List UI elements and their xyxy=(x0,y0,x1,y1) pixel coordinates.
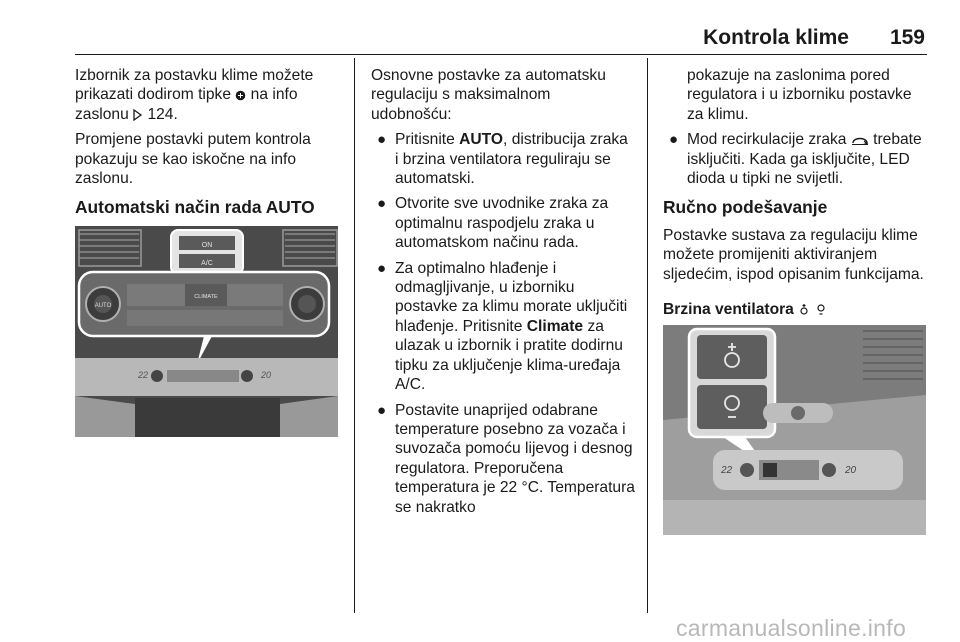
paragraph: Izbornik za postavku klime možete prikazati dodirom tipke na info zaslonu 124. xyxy=(75,67,314,123)
list-item: ● Otvorite sve uvodnike zraka za optimalnu raspodjelu zraka u automatskom načinu rada. xyxy=(377,195,609,252)
paragraph: Postavke sustava za regulaciju klime možete promijeniti aktiviranjem sljedećim, ispod opisanim funkcijama. xyxy=(663,226,924,283)
page-reference-icon xyxy=(133,109,143,121)
paragraph: Promjene postavki putem kontrola pokazuju se kao iskočne na info zaslonu. xyxy=(75,131,311,188)
auto-knob-label: AUTO xyxy=(94,302,112,309)
air-recirculation-icon xyxy=(851,135,869,146)
column-divider xyxy=(354,58,355,613)
bullet-icon: ● xyxy=(377,195,387,213)
bullet-icon: ● xyxy=(669,131,679,149)
temp-right-label: 20 xyxy=(845,465,857,477)
column-divider xyxy=(647,58,648,613)
bullet-icon: ● xyxy=(377,131,387,149)
list-item: ● Mod recirkulacije zraka trebate isključiti. Kada ga isključite, LED dioda u tipki ne svijetli. xyxy=(669,131,922,188)
list-item: ● Pritisnite AUTO, distribucija zraka i brzina ventilatora reguliraju se automatski. xyxy=(377,131,628,188)
watermark: carmanualsonline.info xyxy=(676,615,907,641)
on-button-label: ON xyxy=(201,241,213,249)
paragraph-continued: pokazuje na zaslonima pored regulatora i u izborniku postavke za klimu. xyxy=(687,67,912,123)
temp-left-label: 22 xyxy=(138,369,149,380)
page-number: 159 xyxy=(889,26,925,49)
temp-left-label: 22 xyxy=(721,465,733,477)
paragraph: Osnovne postavke za automatsku regulaciju s maksimalnom udobnošću: xyxy=(371,67,606,123)
column-1 xyxy=(75,66,343,437)
temp-right-label: 20 xyxy=(261,369,272,380)
climate-button-label: CLIMATE xyxy=(194,293,218,300)
bullet-icon: ● xyxy=(377,401,387,419)
section-heading: Ručno podešavanje xyxy=(663,197,828,218)
page-title: Kontrola klime xyxy=(703,26,849,49)
column-3 xyxy=(663,66,931,535)
climate-menu-icon xyxy=(235,90,246,101)
bullet-list xyxy=(663,130,931,188)
list-item: ● Postavite unaprijed odabrane temperature posebno za vozača i suvozača pomoću lijevog i desnog regulatora. Preporučena temperatura je 22 °C. Temperatura se nakratko xyxy=(377,401,635,516)
column-2 xyxy=(371,66,635,523)
fan-speed-up-icon xyxy=(798,303,810,316)
ac-button-label: A/C xyxy=(201,259,213,267)
page-header xyxy=(75,24,927,55)
section-heading: Automatski način rada AUTO xyxy=(75,197,315,218)
fan-speed-photo xyxy=(663,325,926,535)
climate-control-photo xyxy=(75,226,338,437)
fan-speed-down-icon xyxy=(815,303,827,316)
subsection-heading: Brzina ventilatora xyxy=(663,300,931,319)
bullet-icon: ● xyxy=(377,259,387,277)
bullet-list xyxy=(371,130,635,517)
list-item: ● Za optimalno hlađenje i odmagljivanje, u izborniku postavke za klimu morate uključiti hlađenje. Pritisnite Climate za ulazak u izbornik i pratite dodirnu tipku za uključenje klima-uređaja A/C. xyxy=(377,259,628,394)
